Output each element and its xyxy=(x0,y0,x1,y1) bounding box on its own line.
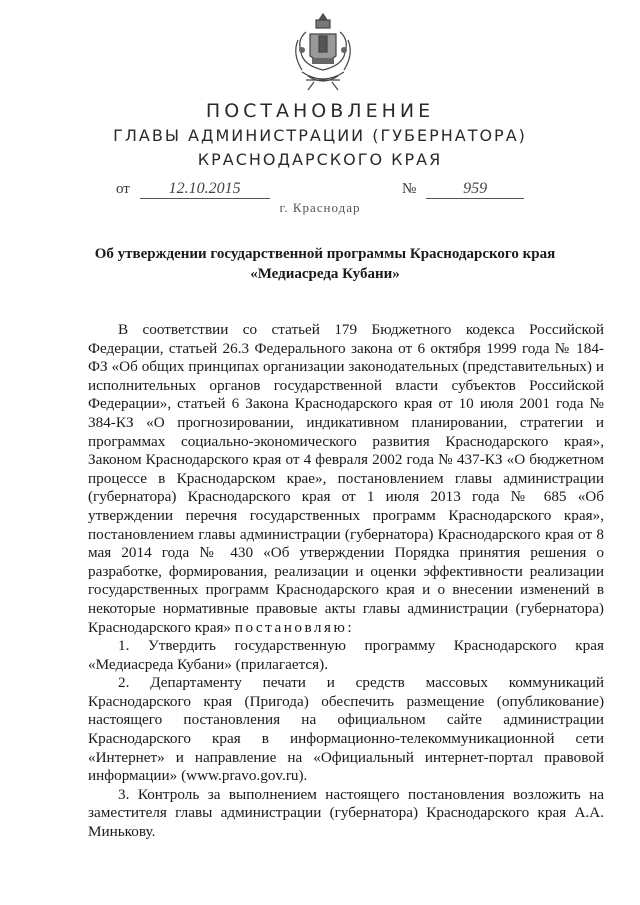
item-2-paragraph: 2. Департаменту печати и средств массовых коммуникаций Краснодарского края (Пригода) обеспечить размещение (опубликование) настоящего постановления на официальном сайте администрации Краснодарского края в информационно-телекоммуникационной сети «Интернет» и направление на «Официальный интернет-портал правовой информации» (www.pravo.gov.ru). xyxy=(88,674,604,785)
item-3-paragraph: 3. Контроль за выполнением настоящего постановления возложить на заместителя главы администрации (губернатора) Краснодарского края А.А. Минькову. xyxy=(88,785,604,841)
krasnodar-coat-of-arms-icon xyxy=(288,10,358,92)
date-value: 12.10.2015 xyxy=(140,180,270,199)
document-type-heading: ПОСТАНОВЛЕНИЕ xyxy=(205,100,435,122)
city-label: г. Краснодар xyxy=(279,200,361,215)
number-prefix: № xyxy=(402,181,417,197)
document-body xyxy=(88,321,604,842)
date-line xyxy=(116,180,270,199)
title-line-1: Об утверждении государственной программы Краснодарского края xyxy=(94,246,556,262)
number-value: 959 xyxy=(426,180,524,199)
item-1-paragraph: 1. Утвердить государственную программу Краснодарского края «Медиасреда Кубани» (прилагается). xyxy=(88,637,604,673)
document-title xyxy=(90,244,560,284)
preamble-paragraph xyxy=(88,321,604,637)
preamble-text: В соответствии со статьей 179 Бюджетного кодекса Российской Федерации, статьей 26.3 Федерального закона от 6 октября 1999 года № 184-ФЗ «Об общих принципах организации законодательных (представительных) и исполнительных органов государственной власти субъектов Российской Федерации», статьей 6 Закона Краснодарского края от 10 июля 2001 года № 384-КЗ «О прогнозировании, индикативном планировании, стратегии и программах социально-экономического развития Краснодарского края», Законом Краснодарского края от 4 февраля 2002 года № 437-КЗ «О бюджетном процессе в Краснодарском крае», постановлением главы администрации (губернатора) Краснодарского края от 1 июля 2013 года № 685 «Об утверждении перечня государственных программ Краснодарского края», постановлением главы администрации (губернатора) Краснодарского края от 8 мая 2014 года № 430 «Об утверждении Порядка принятия решения о разработке, формирования, реализации и оценки эффективности реализации государственных программ Краснодарского края и о внесении изменений в некоторые нормативные правовые акты главы администрации (губернатора) Краснодарского края» xyxy=(88,321,604,636)
date-prefix: от xyxy=(116,181,130,197)
decree-word: постановляю: xyxy=(234,618,355,636)
number-line xyxy=(402,180,524,199)
region-heading: КРАСНОДАРСКОГО КРАЯ xyxy=(197,150,443,169)
title-line-2: «Медиасреда Кубани» xyxy=(250,266,400,282)
issuer-heading: ГЛАВЫ АДМИНИСТРАЦИИ (ГУБЕРНАТОРА) xyxy=(113,126,527,145)
